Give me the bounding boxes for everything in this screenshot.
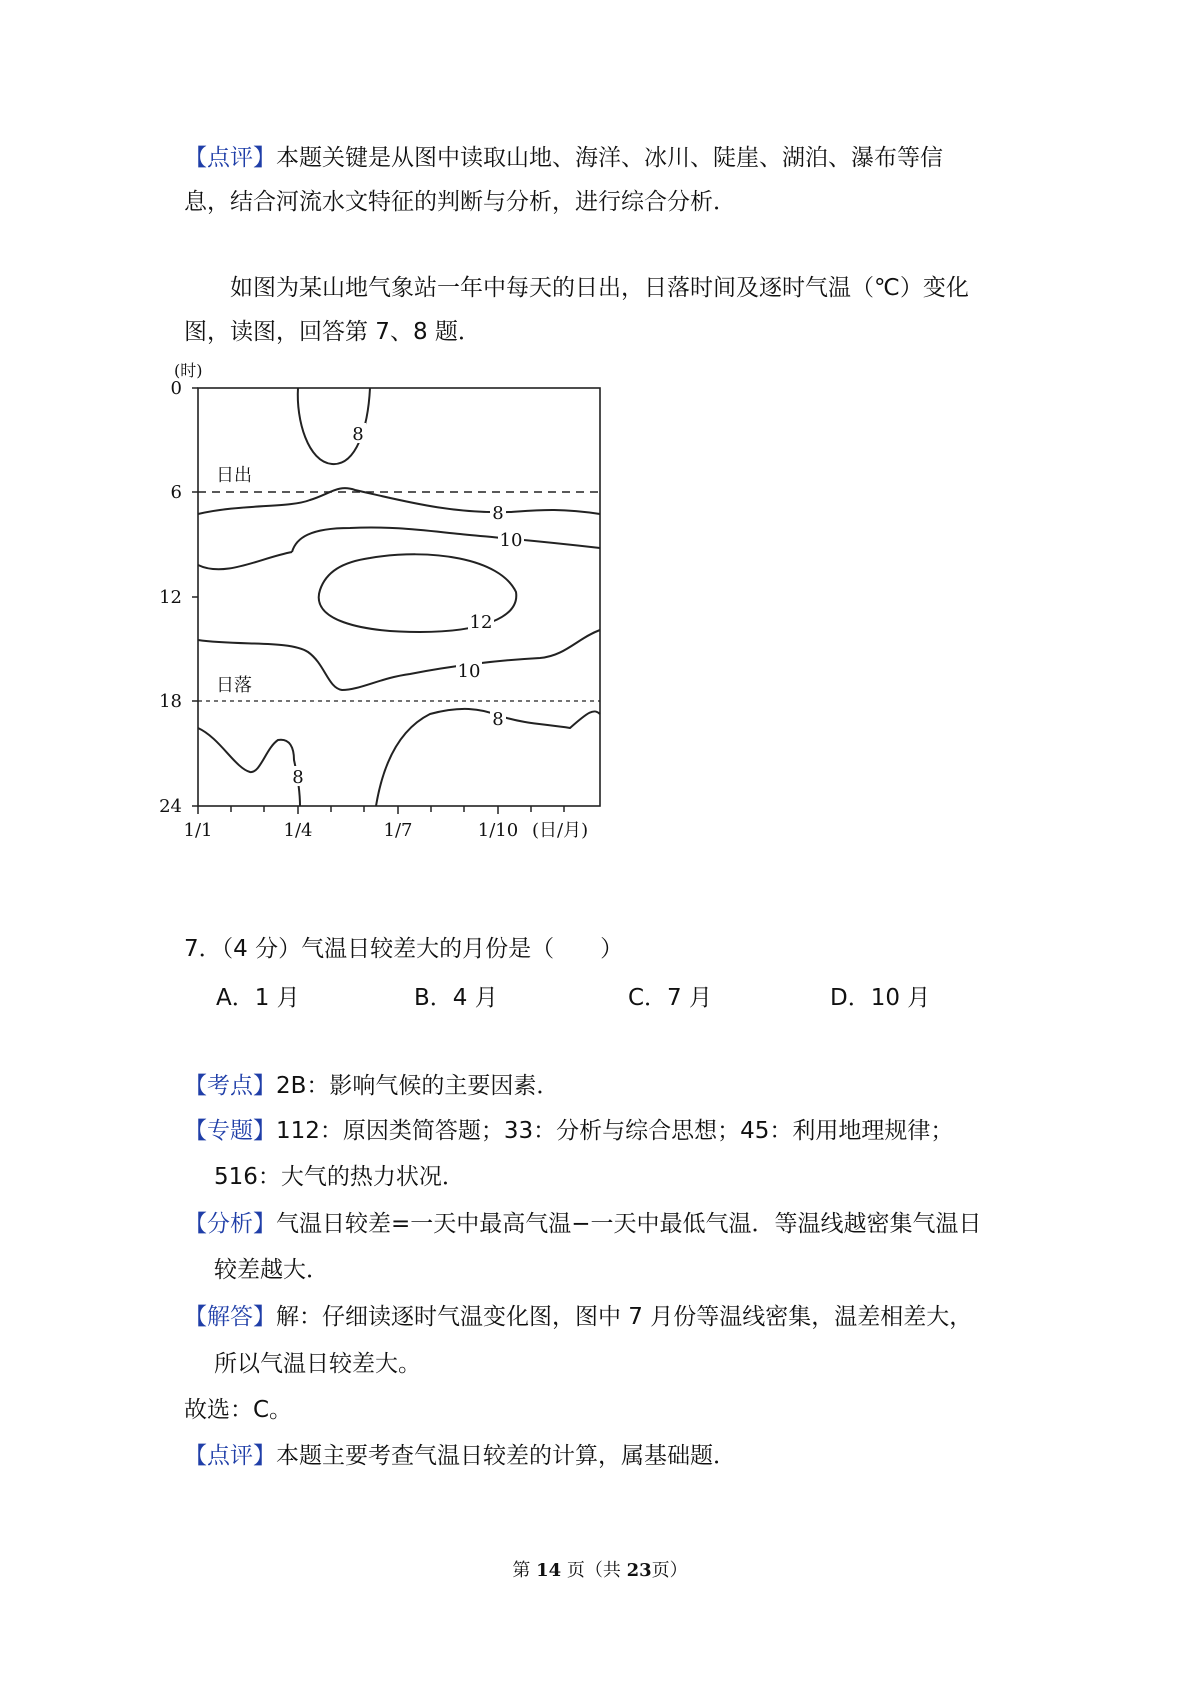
fenxi-paragraph-cont: 较差越大． [214, 1257, 329, 1283]
isotherm-8-night-left [198, 728, 300, 806]
x-tick-label: 1/1 [183, 820, 213, 841]
contour-label: 10 [457, 661, 481, 682]
y-tick-label: 6 [170, 482, 182, 503]
isotherm-8-evening [376, 709, 600, 806]
contour-label: 8 [492, 503, 504, 524]
option-a: A．1 月 [216, 985, 300, 1011]
footer-prefix: 第 [512, 1560, 531, 1581]
x-tick-label: 1/10 [477, 820, 519, 841]
jieda-paragraph [184, 1302, 972, 1332]
kaodian-text: 2B：影响气候的主要因素． [276, 1073, 560, 1099]
fenxi-text: 气温日较差=一天中最高气温−一天中最低气温．等温线越密集气温日 [276, 1211, 982, 1237]
zhuanti-tag: 【专题】 [184, 1118, 276, 1144]
x-tick-label: 1/7 [383, 820, 413, 841]
review-tag: 【点评】 [184, 145, 276, 171]
isotherm-10-afternoon [198, 630, 600, 690]
zhuanti-paragraph [184, 1116, 953, 1146]
review-text: 本题关键是从图中读取山地、海洋、冰川、陡崖、湖泊、瀑布等信 [276, 145, 943, 171]
y-tick-label: 0 [170, 378, 182, 399]
isotherm-10-morning [292, 527, 600, 552]
sunset-label: 日落 [216, 675, 252, 696]
y-unit-label: (时) [174, 361, 203, 380]
x-tick-label: 1/4 [283, 820, 313, 841]
fenxi-paragraph [184, 1209, 982, 1239]
x-axis [198, 806, 564, 814]
intro-line-2: 图，读图，回答第 7、8 题． [184, 319, 481, 345]
option-b: B．4 月 [414, 985, 498, 1011]
review-tag: 【点评】 [184, 1443, 276, 1469]
x-unit-label: (日/月) [532, 820, 589, 841]
review-paragraph-1 [184, 143, 943, 173]
y-axis [159, 378, 198, 817]
jieda-paragraph-cont: 所以气温日较差大。 [214, 1351, 421, 1377]
jieda-tag: 【解答】 [184, 1304, 276, 1330]
footer-suffix: 页） [651, 1560, 688, 1581]
intro-line-1: 如图为某山地气象站一年中每天的日出，日落时间及逐时气温（℃）变化 [230, 275, 969, 301]
page-footer [0, 1556, 1200, 1582]
review-text: 本题主要考查气温日较差的计算，属基础题． [276, 1443, 736, 1469]
option-c: C．7 月 [628, 985, 713, 1011]
sunrise-label: 日出 [216, 465, 252, 486]
contour-label: 8 [352, 424, 364, 445]
contour-label: 12 [469, 612, 493, 633]
kaodian-paragraph [184, 1071, 559, 1101]
jieda-text: 解：仔细读逐时气温变化图，图中 7 月份等温线密集，温差相差大， [276, 1304, 973, 1330]
footer-mid: 页（共 [566, 1560, 621, 1581]
isotherm-10-morning-left [198, 552, 292, 569]
question-7-stem: 7．（4 分）气温日较差大的月份是（ ） [184, 936, 624, 962]
y-tick-label: 24 [159, 796, 182, 817]
zhuanti-paragraph-cont: 516：大气的热力状况． [214, 1164, 465, 1190]
page-number: 14 [536, 1560, 562, 1581]
contour-label: 10 [499, 530, 523, 551]
answer-line: 故选：C。 [184, 1397, 293, 1423]
isotherm-chart [159, 361, 620, 848]
contour-label: 8 [292, 767, 304, 788]
page-total: 23 [626, 1560, 652, 1581]
option-d: D．10 月 [830, 985, 931, 1011]
fenxi-tag: 【分析】 [184, 1211, 276, 1237]
y-tick-label: 18 [159, 691, 182, 712]
review-paragraph-2 [184, 1441, 736, 1471]
kaodian-tag: 【考点】 [184, 1073, 276, 1099]
zhuanti-text: 112：原因类简答题；33：分析与综合思想；45：利用地理规律； [276, 1118, 954, 1144]
y-tick-label: 12 [159, 587, 182, 608]
contour-label: 8 [492, 709, 504, 730]
review-paragraph-1-cont: 息，结合河流水文特征的判断与分析，进行综合分析． [184, 189, 736, 215]
